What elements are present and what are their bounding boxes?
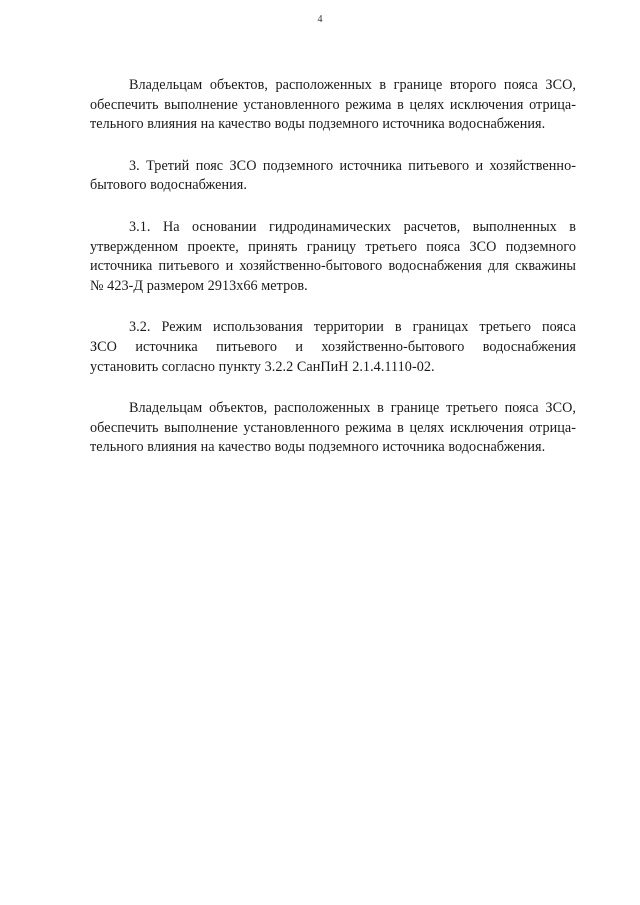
text-line: Владельцам объектов, расположенных в границе второго пояса ЗСО, bbox=[129, 77, 576, 93]
text-line: ЗСО источника питьевого и хозяйственно-бытового водоснабжения bbox=[90, 338, 576, 355]
page-number: 4 bbox=[317, 14, 323, 25]
document-body bbox=[90, 76, 576, 480]
paragraph-3-1 bbox=[90, 218, 576, 296]
paragraph-second-zone-owners bbox=[90, 76, 576, 135]
text-line: обеспечить выполнение установленного режима в целях исключения отрица- bbox=[90, 96, 576, 113]
text-line: 3.2. Режим использования территории в границах третьего пояса bbox=[129, 319, 576, 336]
text-line: 3. Третий пояс ЗСО подземного источника питьевого и хозяйственно- bbox=[129, 157, 576, 174]
text-line: № 423-Д размером 2913х66 метров. bbox=[90, 277, 308, 294]
paragraph-third-zone-owners bbox=[90, 399, 576, 458]
paragraph-third-zone-heading bbox=[90, 157, 576, 196]
text-line: тельного влияния на качество воды подземного источника водоснабжения. bbox=[90, 439, 546, 456]
text-line: источника питьевого и хозяйственно-бытового водоснабжения для скважины bbox=[90, 258, 576, 275]
text-line: обеспечить выполнение установленного режима в целях исключения отрица- bbox=[90, 419, 576, 436]
text-line: бытового водоснабжения. bbox=[90, 177, 247, 194]
text-line: утвержденном проекте, принять границу третьего пояса ЗСО подземного bbox=[90, 238, 576, 255]
paragraph-3-2 bbox=[90, 318, 576, 377]
text-line: 3.1. На основании гидродинамических расчетов, выполненных в bbox=[129, 218, 576, 235]
text-line: тельного влияния на качество воды подземного источника водоснабжения. bbox=[90, 116, 546, 133]
text-line: установить согласно пункту 3.2.2 СанПиН 2.1.4.1110-02. bbox=[90, 358, 435, 375]
text-line: Владельцам объектов, расположенных в границе третьего пояса ЗСО, bbox=[129, 400, 576, 417]
